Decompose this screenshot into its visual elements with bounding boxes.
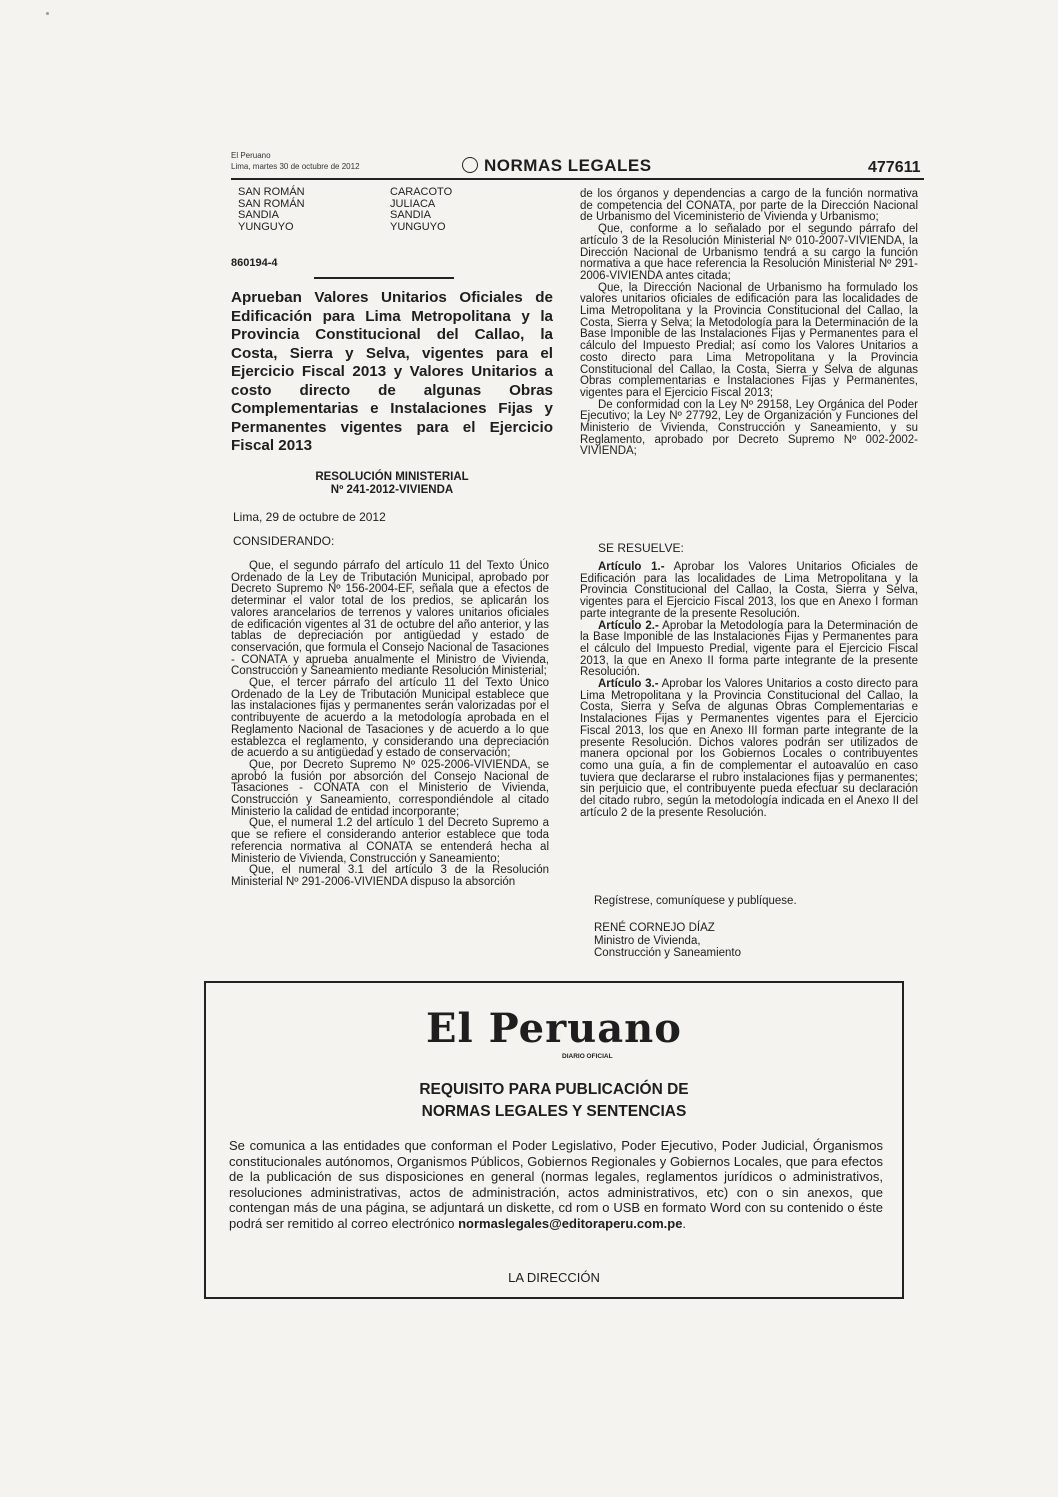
province: YUNGUYO xyxy=(238,220,294,233)
considerando-heading: CONSIDERANDO: xyxy=(233,534,335,548)
paragraph: Que, por Decreto Supremo Nº 025-2006-VIVIENDA, se aprobó la fusión por absorción del Consejo Nacional de Tasaciones - CONATA con el Ministerio de Vivienda, Construcción y Saneamiento, correspondiéndole al citado Ministerio la calidad de entidad incorporante; xyxy=(231,758,549,818)
paragraph: De conformidad con la Ley Nº 29158, Ley Orgánica del Poder Ejecutivo; la Ley Nº 27792, Ley de Organización y Funciones del Ministerio de Vivienda, Construcción y Saneamiento, y su Reglamento, aprobado por Decreto Supremo Nº 002-2002-VIVIENDA; xyxy=(580,398,918,458)
right-column-body xyxy=(580,189,918,458)
resolution-date: Lima, 29 de octubre de 2012 xyxy=(233,510,386,524)
notice-body-end: . xyxy=(682,1215,687,1231)
province: SAN ROMÁN xyxy=(238,186,305,198)
notice-body xyxy=(229,1138,883,1232)
province: SAN ROMÁN xyxy=(238,197,305,210)
resolution-title: Aprueban Valores Unitarios Oficiales de Edificación para Lima Metropolitana y la Provincia Constitucional del Callao, la Costa, Sierra y Selva, vigentes para el Ejercicio Fiscal 2013 y Valores Unitarios a costo directo de algunas Obras Complementarias e Instalaciones Fijas y Permanentes vigentes para el Ejercicio Fiscal 2013 xyxy=(231,289,553,454)
notice-email: normaslegales@editoraperu.com.pe xyxy=(458,1215,683,1231)
paragraph: Que, el segundo párrafo del artículo 11 del Texto Único Ordenado de la Ley de Tributación Municipal, aprobado por Decreto Supremo Nº 156-2004-EF, señala que a efectos de determinar el valor total de los predios, se aplicarán los valores arancelarios de terrenos y valores unitarios oficiales de edificación vigentes al 31 de octubre del año anterior, y las tablas de depreciación por antigüedad y estado de conservación, que formula el Consejo Nacional de Tasaciones - CONATA y aprueba anualmente el Ministro de Vivienda, Construcción y Saneamiento mediante Resolución Ministerial; xyxy=(231,560,549,678)
places-list xyxy=(238,187,452,233)
notice-title-line: REQUISITO PARA PUBLICACIÓN DE xyxy=(419,1081,689,1098)
brand-logo: El Peruano xyxy=(426,1005,682,1052)
paragraph: Que, conforme a lo señalado por el segundo párrafo del artículo 3 de la Resolución Ministerial Nº 010-2007-VIVIENDA, la Dirección Nacional de Urbanismo tendrá a su cargo la función normativa a que hace referencia la Resolución Ministerial Nº 291-2006-VIVIENDA antes citada; xyxy=(580,223,918,282)
section-title xyxy=(462,156,652,176)
signature-block xyxy=(594,922,741,960)
paper-name: El Peruano xyxy=(231,151,271,160)
shield-icon xyxy=(462,157,478,173)
notice-body-text: Se comunica a las entidades que conforman el Poder Legislativo, Poder Ejecutivo, Poder Judicial, Órganismos constitucionales autónomos, Organismos Públicos, Gobiernos Regionales y Gobiernos Locales, que para efectos de la publicación de sus disposiciones en general (normas legales, reglamentos jurídicos o administrativos, resoluciones administrativas, actos de administración, actos administrativos, etc) con o sin anexos, que contengan más de una página, se adjuntará un diskette, cd rom o USB en formato Word con su contenido o éste podrá ser remitido al correo electrónico xyxy=(229,1138,883,1231)
article-text: Aprobar la Metodología para la Determinación de la Base Imponible de las Instalaciones Fijas y Permanentes para el cálculo del Impuesto Predial, vigente para el Ejercicio Fiscal 2013, la que en Anexo II forma parte integrante de la presente Resolución. xyxy=(580,619,918,679)
paragraph: de los órganos y dependencias a cargo de la función normativa de competencia del CONATA, por parte de la Dirección Nacional de Urbanismo del Viceministerio de Vivienda y Urbanismo; xyxy=(580,188,918,224)
paragraph: Que, el tercer párrafo del artículo 11 del Texto Único Ordenado de la Ley de Tributación Municipal establece que las instalaciones fijas y permanentes serán valorizadas por el contribuyente de acuerdo a la metodología aprobada en el Reglamento Nacional de Tasaciones y de acuerdo a lo que establezca el reglamento, y considerando una depreciación de acuerdo a su antigüedad y estado de conservación; xyxy=(231,677,549,760)
article-1 xyxy=(580,562,918,621)
province: SANDIA xyxy=(238,209,279,221)
article-label: Artículo 3.- xyxy=(598,678,659,691)
resolution-line2: Nº 241-2012-VIVIENDA xyxy=(330,484,454,496)
issue-date: Lima, martes 30 de octubre de 2012 xyxy=(231,162,360,171)
article-text: Aprobar los Valores Unitarios a costo directo para Lima Metropolitana y la Provincia Constitucional del Callao, la Costa, Sierra y Selva de algunas Obras Complementarias e Instalaciones Fijas y Permanentes vigentes para el Ejercicio Fiscal 2013, los que en Anexo III forman parte integrante de la presente Resolución. Dichos valores podrán ser utilizados de manera opcional por los Gobiernos Locales o contribuyentes como una guía, a fin de complementar el autoavalúo en caso tuviera que declararse el rubro instalaciones fijas y permanentes; sin perjuicio que, el contribuyente pueda efectuar su declaración del citado rubro, según la metodología indicada en el Anexo II del artículo 2 de la presente Resolución. xyxy=(580,678,918,819)
places-row xyxy=(238,210,452,222)
scan-speck xyxy=(46,12,49,15)
places-row xyxy=(238,222,452,234)
section-label: NORMAS LEGALES xyxy=(484,156,652,175)
resolution-number xyxy=(231,471,553,497)
articles xyxy=(580,562,918,819)
signer-role: Construcción y Saneamiento xyxy=(594,947,742,959)
article-text: Aprobar los Valores Unitarios Oficiales de Edificación para las localidades de Lima Metropolitana y la Provincia Constitucional del Callao, la Costa, Sierra y Selva, vigentes para el Ejercicio Fiscal 2013, los que en Anexo I forman parte integrante de la presente Resolución. xyxy=(580,561,918,620)
signer-name: RENÉ CORNEJO DÍAZ xyxy=(594,922,715,934)
district: CARACOTO xyxy=(390,186,453,198)
se-resuelve-heading: SE RESUELVE: xyxy=(598,541,684,555)
brand-subtitle: DIARIO OFICIAL xyxy=(562,1053,613,1060)
header-rule xyxy=(231,178,924,180)
notice-title xyxy=(206,1079,902,1123)
notice-signoff: LA DIRECCIÓN xyxy=(508,1270,600,1285)
resolution-line1: RESOLUCIÓN MINISTERIAL xyxy=(315,471,469,483)
notice-box xyxy=(204,981,904,1299)
signer-role: Ministro de Vivienda, xyxy=(594,934,701,947)
separator-rule xyxy=(314,277,454,279)
places-row xyxy=(238,187,452,199)
district: SANDIA xyxy=(390,209,431,221)
doc-code: 860194-4 xyxy=(231,257,278,269)
article-3 xyxy=(580,679,918,819)
district: JULIACA xyxy=(390,197,436,210)
article-2 xyxy=(580,621,918,680)
header-left xyxy=(231,150,360,172)
article-label: Artículo 1.- xyxy=(598,561,665,573)
paragraph: Que, la Dirección Nacional de Urbanismo ha formulado los valores unitarios oficiales de edificación para las localidades de Lima Metropolitana y la Provincia Constitucional del Callao, la Costa, Sierra y Selva; la Metodología para la Determinación de la Base Imponible de las Instalaciones Fijas y Permanentes para el cálculo del Impuesto Predial; así como los Valores Unitarios a costo directo para Lima Metropolitana y la Provincia Constitucional del Callao, la Costa, Sierra y Selva de algunas Obras complementarias e Instalaciones Fijas y Permanentes, vigentes para el Ejercicio Fiscal 2013; xyxy=(580,281,918,399)
page-number: 477611 xyxy=(868,159,921,176)
district: YUNGUYO xyxy=(390,220,446,233)
paragraph: Que, el numeral 1.2 del artículo 1 del Decreto Supremo a que se refiere el considerando anterior establece que toda referencia normativa al CONATA se entenderá hecha al Ministerio de Vivienda, Construcción y Saneamiento; xyxy=(231,817,549,865)
article-label: Artículo 2.- xyxy=(598,619,659,632)
paragraph: Que, el numeral 3.1 del artículo 3 de la Resolución Ministerial Nº 291-2006-VIVIENDA dispuso la absorción xyxy=(231,864,549,888)
notice-title-line: NORMAS LEGALES Y SENTENCIAS xyxy=(421,1103,687,1120)
left-column-body xyxy=(231,561,549,889)
closing-formula: Regístrese, comuníquese y publíquese. xyxy=(594,895,797,907)
